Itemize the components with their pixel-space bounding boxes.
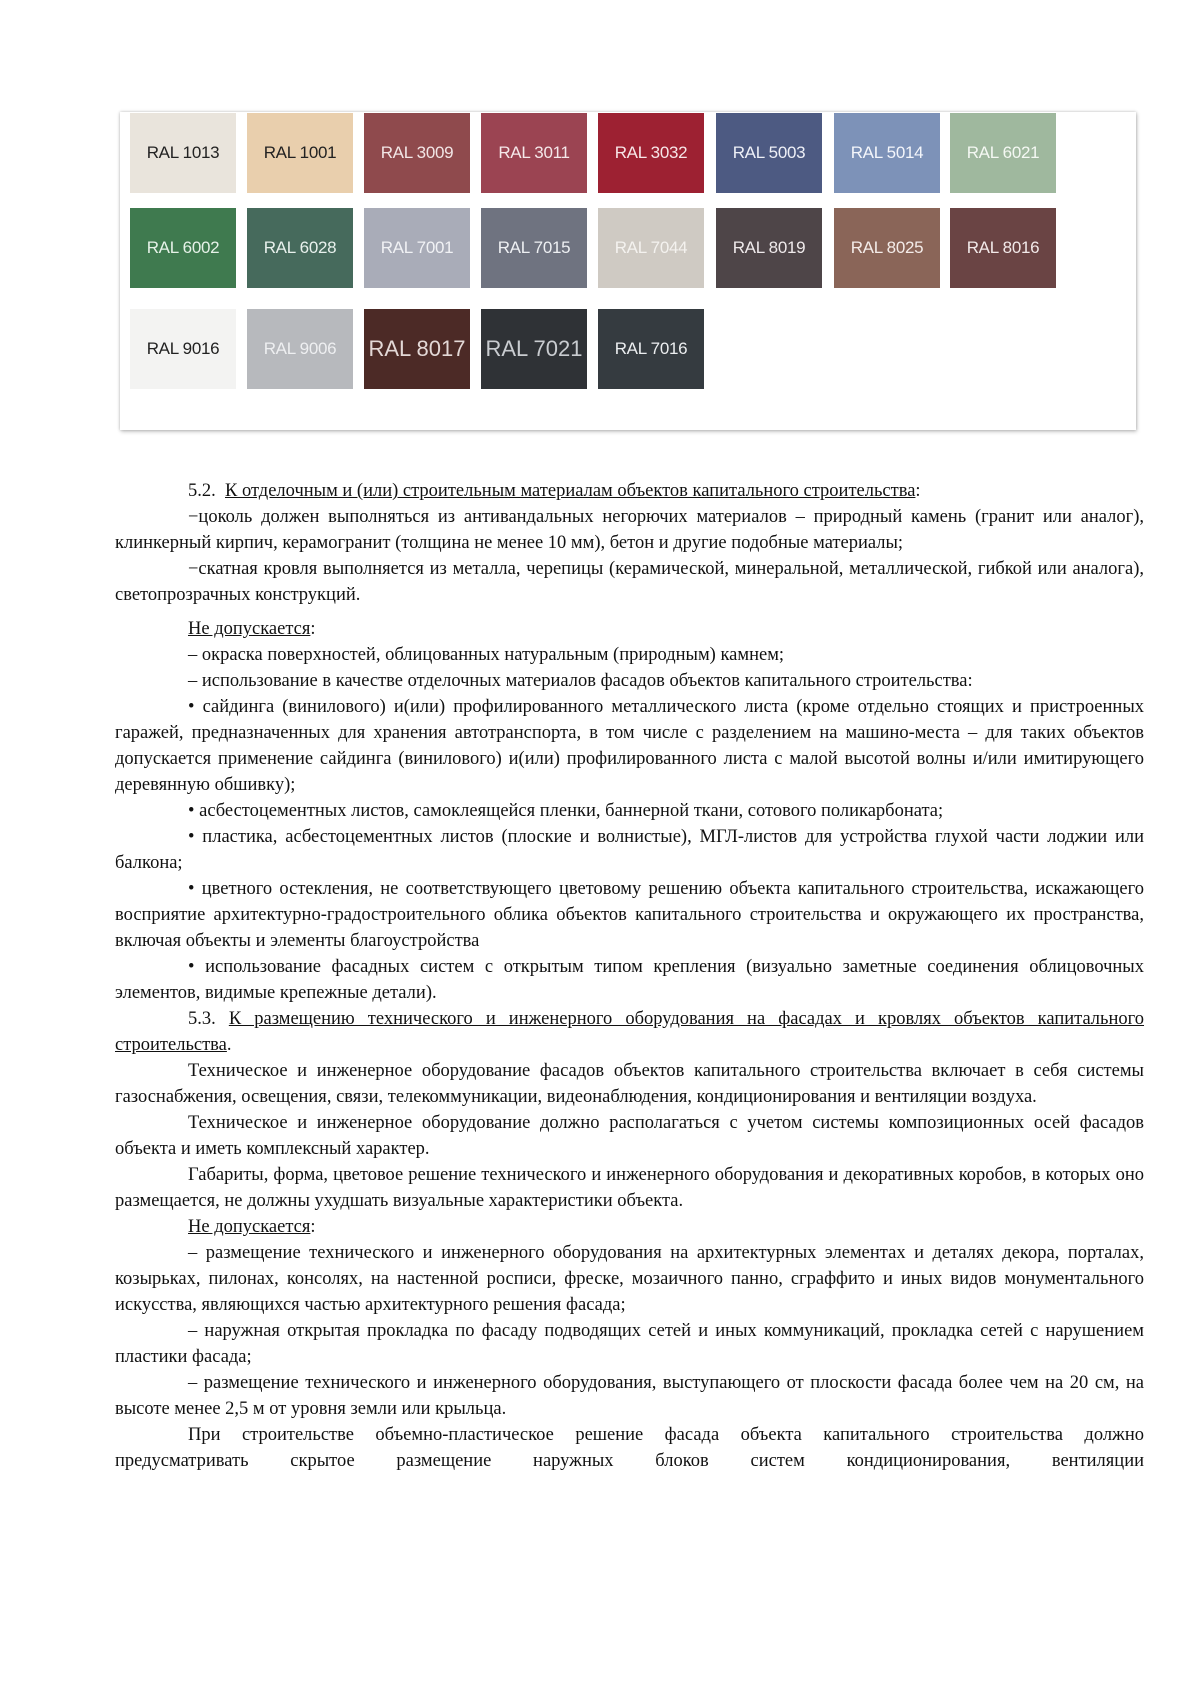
section-number: 5.3. xyxy=(188,1009,216,1029)
ral-color-palette xyxy=(120,112,1136,430)
color-swatch: RAL 7001 xyxy=(364,208,470,288)
document-body xyxy=(115,478,1144,1474)
color-swatch: RAL 8019 xyxy=(716,208,822,288)
paragraph: – окраска поверхностей, облицованных натуральным (природным) камнем; xyxy=(188,645,785,665)
bullet-item: • использование фасадных систем с открытым типом крепления (визуально заметные соединения облицовочных элементов, видимые крепежные детали). xyxy=(115,957,1144,1003)
color-swatch: RAL 8025 xyxy=(834,208,940,288)
bullet-item: • цветного остекления, не соответствующего цветовому решению объекта капитального строительства, искажающего восприятие архитектурно-градостроительного облика объектов капитального строительства и окружающего их пространства, включая объекты и элементы благоустройства xyxy=(115,879,1144,951)
color-swatch: RAL 7021 xyxy=(481,309,587,389)
color-swatch: RAL 3009 xyxy=(364,113,470,193)
color-swatch: RAL 7015 xyxy=(481,208,587,288)
section-5-2-heading: 5.2. К отделочным и (или) строительным материалам объектов капитального строительства: xyxy=(188,481,921,501)
color-swatch: RAL 6021 xyxy=(950,113,1056,193)
bullet-item: • сайдинга (винилового) и(или) профилированного металлического листа (кроме отдельно стоящих и пристроенных гаражей, предназначенных для хранения автотранспорта, в том числе с разделением на машино-места – для таких объектов допускается применение сайдинга (винилового) и(или) профилированного листа с малой высотой волны и/или имитирующего деревянную обшивку); xyxy=(115,697,1144,795)
paragraph: – наружная открытая прокладка по фасаду подводящих сетей и иных коммуникаций, прокладка сетей с нарушением пластики фасада; xyxy=(115,1321,1144,1367)
color-swatch: RAL 6002 xyxy=(130,208,236,288)
color-swatch: RAL 7044 xyxy=(598,208,704,288)
color-swatch: RAL 1001 xyxy=(247,113,353,193)
not-allowed-heading: Не допускается: xyxy=(188,1217,316,1237)
paragraph: Техническое и инженерное оборудование должно располагаться с учетом системы композиционных осей фасадов объекта и иметь комплексный характер. xyxy=(115,1113,1144,1159)
paragraph: −цоколь должен выполняться из антивандальных негорючих материалов – природный камень (гранит или аналог), клинкерный кирпич, керамогранит (толщина не менее 10 мм), бетон и другие подобные материалы; xyxy=(115,507,1144,553)
section-5-3-heading: 5.3. К размещению технического и инженерного оборудования на фасадах и кровлях объектов капитального строительства. xyxy=(115,1009,1145,1055)
bullet-item: • пластика, асбестоцементных листов (плоские и волнистые), МГЛ-листов для устройства глухой части лоджии или балкона; xyxy=(115,827,1144,873)
color-swatch: RAL 3011 xyxy=(481,113,587,193)
color-swatch: RAL 5014 xyxy=(834,113,940,193)
color-swatch: RAL 8017 xyxy=(364,309,470,389)
not-allowed-label: Не допускается xyxy=(188,619,311,639)
paragraph: Габариты, форма, цветовое решение технического и инженерного оборудования и декоративных коробов, в которых оно размещается, не должны ухудшать визуальные характеристики объекта. xyxy=(115,1165,1144,1211)
color-swatch: RAL 5003 xyxy=(716,113,822,193)
color-swatch: RAL 9016 xyxy=(130,309,236,389)
color-swatch: RAL 7016 xyxy=(598,309,704,389)
color-swatch: RAL 9006 xyxy=(247,309,353,389)
color-swatch: RAL 8016 xyxy=(950,208,1056,288)
section-title: К размещению технического и инженерного оборудования на фасадах и кровлях объектов капитального строительства xyxy=(115,1009,1145,1055)
paragraph: – размещение технического и инженерного оборудования на архитектурных элементах и деталях декора, порталах, козырьках, пилонах, консолях, на настенной росписи, фреске, мозаичного панно, сграффито и иных видов монументального искусства, являющихся частью архитектурного решения фасада; xyxy=(115,1243,1144,1315)
section-title: К отделочным и (или) строительным материалам объектов капитального строительства xyxy=(225,481,916,501)
bullet-item: • асбестоцементных листов, самоклеящейся пленки, баннерной ткани, сотового поликарбоната; xyxy=(188,801,944,821)
not-allowed-label: Не допускается xyxy=(188,1217,311,1237)
color-swatch: RAL 6028 xyxy=(247,208,353,288)
paragraph: Техническое и инженерное оборудование фасадов объектов капитального строительства включает в себя системы газоснабжения, освещения, связи, телекоммуникации, видеонаблюдения, кондиционирования и вентиляции воздуха. xyxy=(115,1061,1144,1107)
section-number: 5.2. xyxy=(188,481,216,501)
paragraph: – использование в качестве отделочных материалов фасадов объектов капитального строительства: xyxy=(188,671,973,691)
paragraph: – размещение технического и инженерного оборудования, выступающего от плоскости фасада более чем на 20 см, на высоте менее 2,5 м от уровня земли или крыльца. xyxy=(115,1373,1144,1419)
color-swatch: RAL 1013 xyxy=(130,113,236,193)
paragraph: −скатная кровля выполняется из металла, черепицы (керамической, минеральной, металлической, гибкой или аналога), светопрозрачных конструкций. xyxy=(115,559,1144,605)
paragraph: При строительстве объемно-пластическое решение фасада объекта капитального строительства должно предусматривать скрытое размещение наружных блоков систем кондиционирования, вентиляции xyxy=(115,1425,1144,1471)
color-swatch: RAL 3032 xyxy=(598,113,704,193)
not-allowed-heading: Не допускается: xyxy=(188,619,316,639)
